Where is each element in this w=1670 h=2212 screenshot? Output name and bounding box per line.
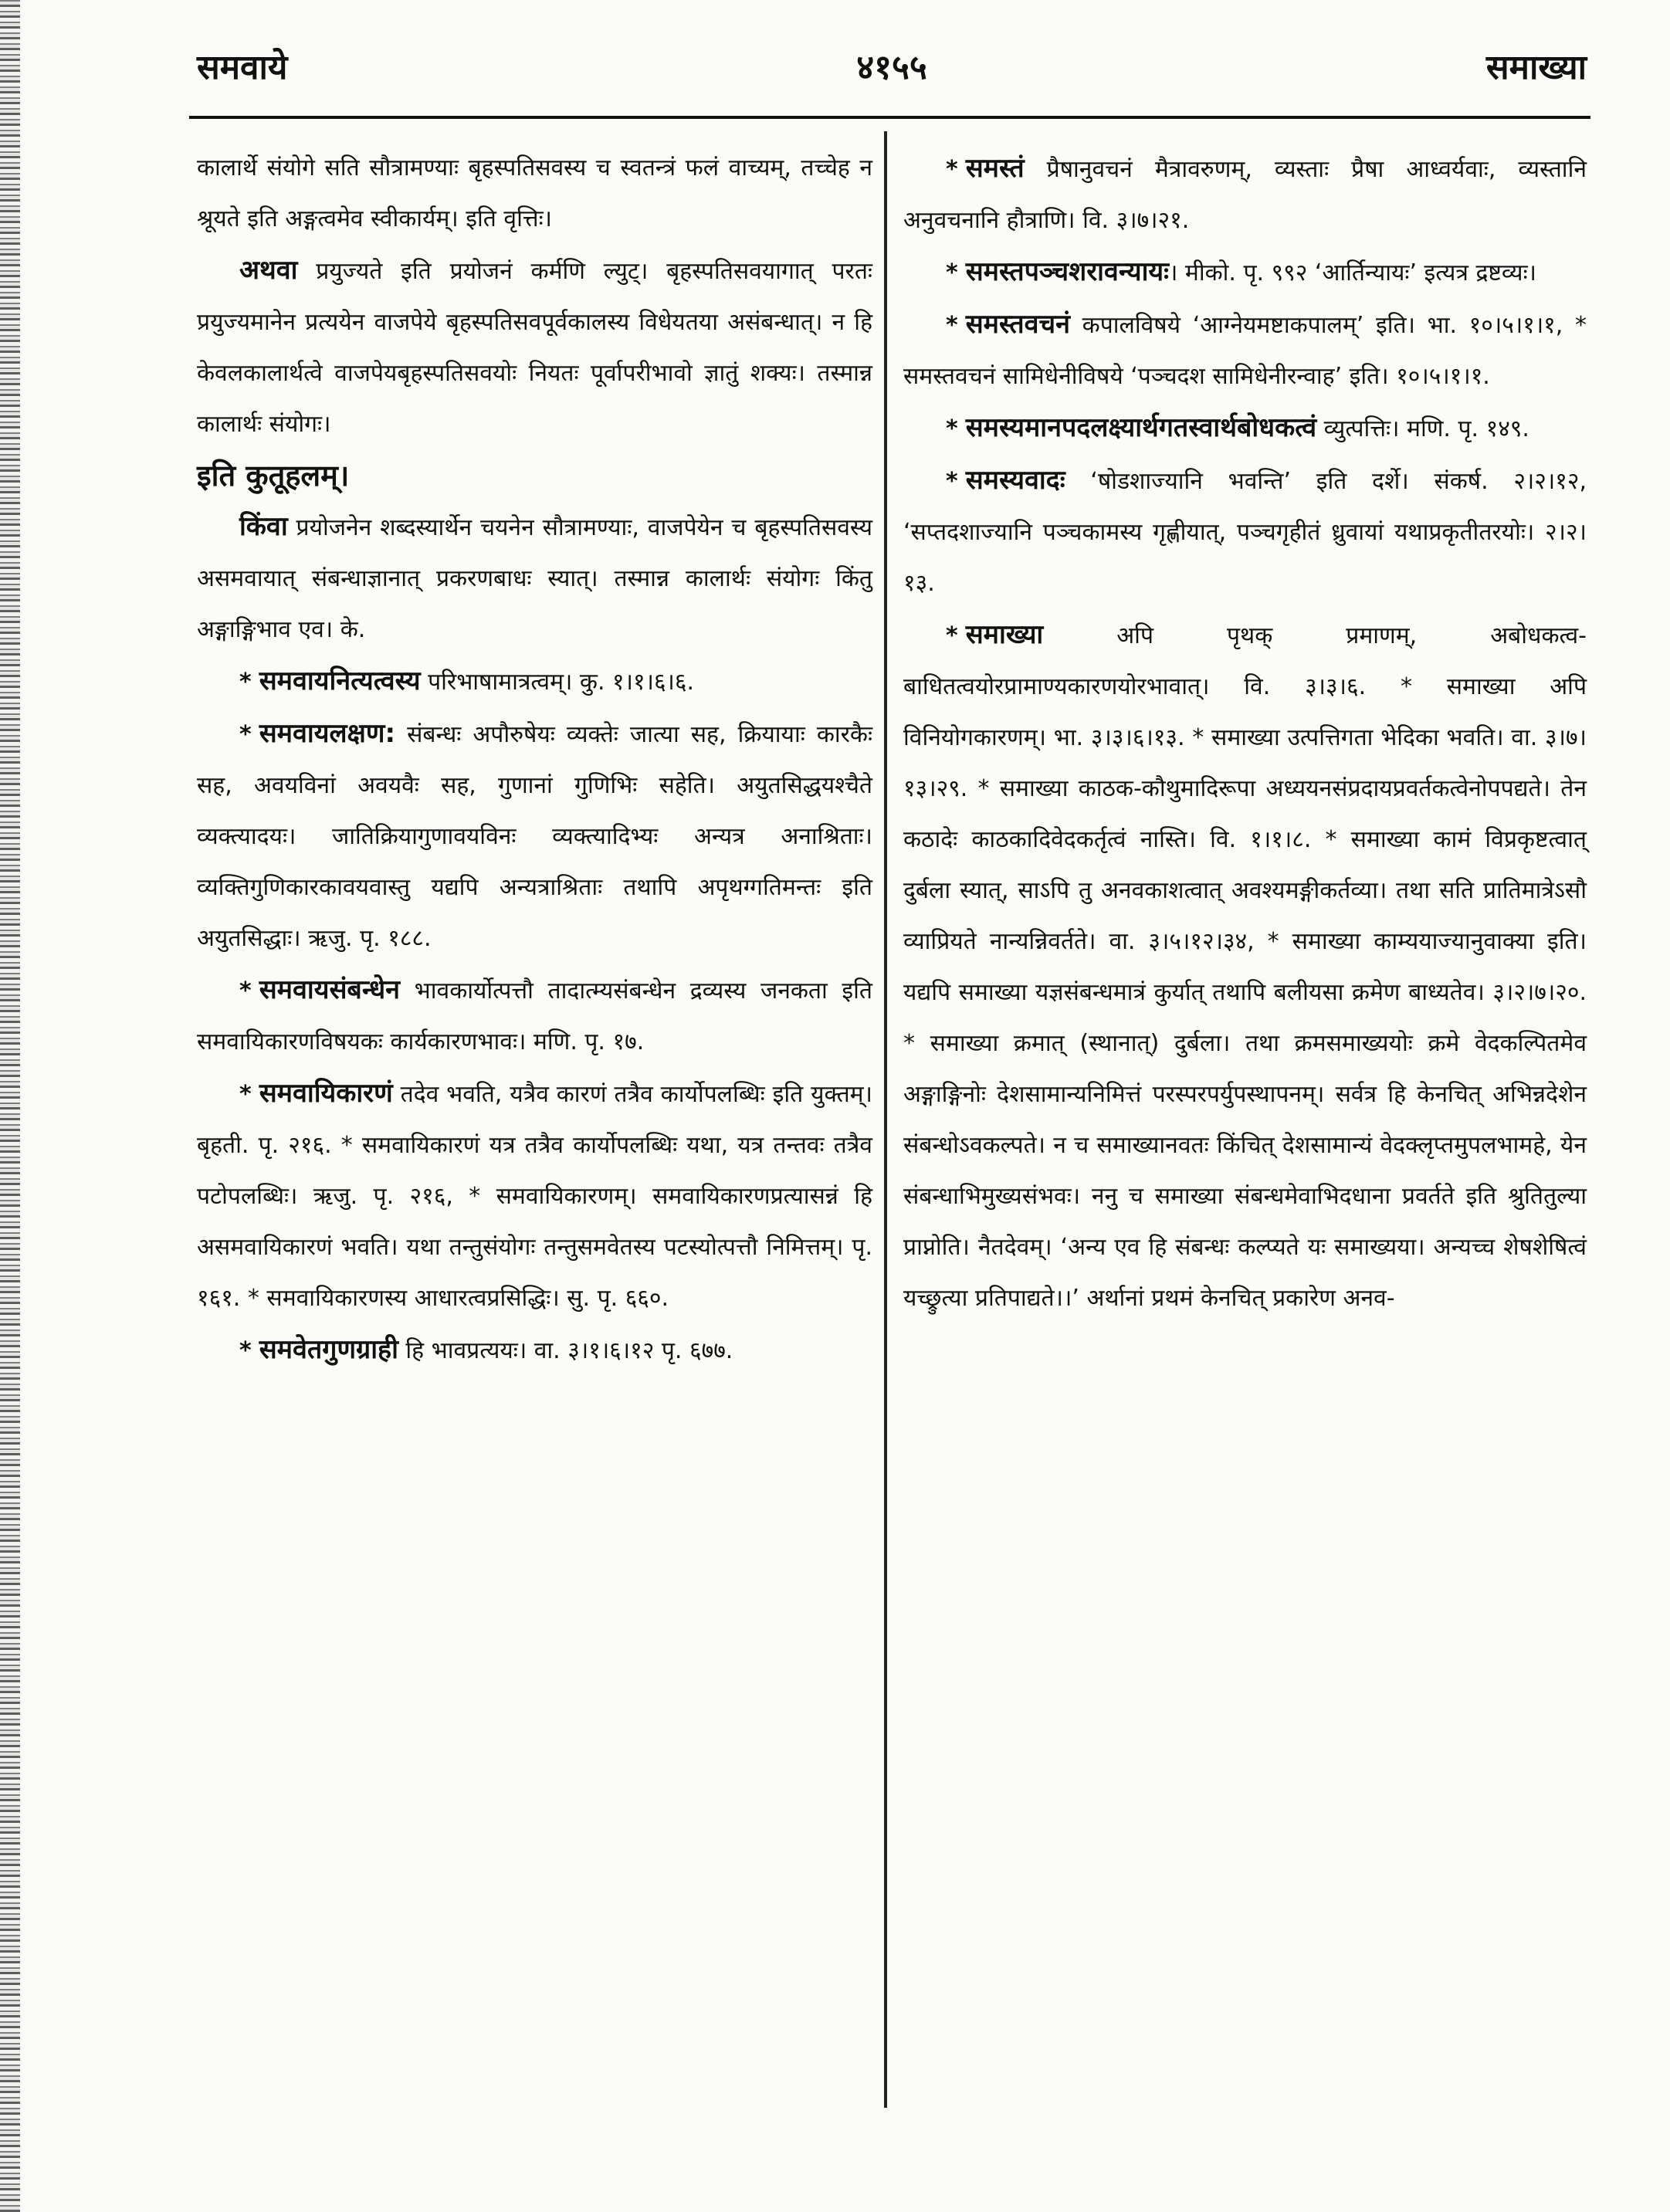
column-divider	[884, 131, 887, 2108]
entry-paragraph: * समस्तं प्रैषानुवचनं मैत्रावरुणम्, व्यस्ताः प्रैषा आध्वर्यवाः, व्यस्तानि अनुवचनानि हौत्राणि। वि. ३।७।२१.	[903, 153, 1587, 234]
entry-headword: समस्तं	[965, 153, 1025, 184]
left-column	[197, 143, 872, 1377]
star-icon: *	[239, 721, 252, 748]
header-rule	[189, 116, 1590, 119]
entry-paragraph: कालार्थे संयोगे सति सौत्रामण्याः बृहस्पतिसवस्य च स्वतन्त्रं फलं वाच्यम्, तच्चेह न श्रूयते इति अङ्गत्वमेव स्वीकार्यम्। इति वृत्तिः।	[197, 154, 872, 232]
header-right-keyword: समाख्या	[1485, 48, 1587, 87]
star-icon: *	[946, 259, 958, 286]
entry-paragraph: अथवा प्रयुज्यते इति प्रयोजनं कर्मणि ल्युट्। बृहस्पतिसवयागात् परतः प्रयुज्यमानेन प्रत्ययेन वाजपेये बृहस्पतिसवपूर्वकालस्य विधेयतया असंबन्धात्। न हि केवलकालार्थत्वे वाजपेयबृहस्पतिसवयोः नियतः पूर्वापरीभावो ज्ञातुं शक्यः। तस्मान्न कालार्थः संयोगः।	[197, 255, 872, 438]
header-left-keyword: समवाये	[197, 48, 288, 87]
entry-paragraph: * समस्यमानपदलक्ष्यार्थगतस्वार्थबोधकत्वं व्युत्पत्तिः। मणि. पृ. १४९.	[946, 412, 1529, 443]
star-icon: *	[239, 977, 252, 1004]
entry-paragraph: * समस्यवादः ‘षोडशाज्यानि भवन्ति’ इति दर्शे। संकर्ष. २।२।१२, ‘सप्तदशाज्यानि पञ्चकामस्य गृह्णीयात्, पञ्चगृहीतं ध्रुवायां यथाप्रकृतीतरयोः। २।२।१३.	[903, 465, 1587, 597]
star-icon: *	[946, 312, 958, 339]
entry-paragraph: * समवायलक्षण: संबन्धः अपौरुषेयः व्यक्तेः जात्या सह, क्रियायाः कारकैः सह, अवयविनां अवयवैः सह, गुणानां गुणिभिः सहेति। अयुतसिद्धयश्चैते व्यक्त्यादयः। जातिक्रियागुणावयविनः व्यक्त्यादिभ्यः अन्यत्र अनाश्रिताः। व्यक्तिगुणिकारकावयवास्तु यद्यपि अन्यत्राश्रिताः तथापि अपृथग्गतिमन्तः इति अयुतसिद्धाः। ऋजु. पृ. १८८.	[197, 718, 872, 952]
entry-headword: समाख्या	[965, 619, 1044, 650]
star-icon: *	[946, 415, 958, 442]
entry-paragraph: इति कुतूहलम्।	[197, 459, 350, 493]
entry-paragraph: * समवायिकारणं तदेव भवति, यत्रैव कारणं तत्रैव कार्योपलब्धिः इति युक्तम्। बृहती. पृ. २१६. * समवायिकारणं यत्र तत्रैव कार्योपलब्धिः यथा, यत्र तन्तवः तत्रैव पटोपलब्धिः। ऋजु. पृ. २१६, * समवायिकारणम्। समवायिकारणप्रत्यासन्नं हि असमवायिकारणं भवति। यथा तन्तुसंयोगः तन्तुसमवेतस्य पटस्योत्पत्तौ निमित्तम्। पृ. १६१. * समवायिकारणस्य आधारत्वप्रसिद्धिः। सु. पृ. ६६०.	[197, 1078, 872, 1312]
page-number: ४१५५	[856, 48, 927, 87]
entry-paragraph: * समस्तपञ्चशरावन्यायः। मीको. पृ. ९९२ ‘आर्तिन्यायः’ इत्यत्र द्रष्टव्यः।	[946, 256, 1536, 287]
entry-headword: समस्यवादः	[965, 465, 1065, 496]
entry-headword: समस्तवचनं	[965, 309, 1070, 340]
entry-headword: समवायनित्यत्वस्य	[259, 666, 421, 696]
entry-headword: किंवा	[239, 511, 288, 542]
entry-headword: समवायसंबन्धेन	[259, 974, 401, 1005]
page-header	[197, 42, 1587, 104]
entry-paragraph: * समवायनित्यत्वस्य परिभाषामात्रत्वम्। कु. १।१।६।६.	[239, 666, 695, 696]
entry-headword: समवायलक्षण:	[259, 718, 396, 749]
entry-headword: समस्यमानपदलक्ष्यार्थगतस्वार्थबोधकत्वं	[965, 412, 1317, 443]
entry-headword: समस्तपञ्चशरावन्यायः	[965, 256, 1169, 287]
star-icon: *	[946, 468, 958, 495]
entry-paragraph: * समवायसंबन्धेन भावकार्योत्पत्तौ तादात्म्यसंबन्धेन द्रव्यस्य जनकता इति समवायिकारणविषयकः कार्यकारणभावः। मणि. पृ. १७.	[197, 974, 872, 1055]
star-icon: *	[239, 1081, 252, 1108]
entry-headword: समवेतगुणग्राही	[259, 1334, 398, 1365]
star-icon: *	[239, 669, 252, 696]
entry-paragraph: किंवा प्रयोजनेन शब्दस्यार्थेन चयनेन सौत्रामण्याः, वाजपेयेन च बृहस्पतिसवस्य असमवायात् संबन्धाज्ञानात् प्रकरणबाधः स्यात्। तस्मान्न कालार्थः संयोगः किंतु अङ्गाङ्गिभाव एव। के.	[197, 511, 872, 643]
entry-headword: अथवा	[239, 255, 298, 286]
entry-paragraph: * समाख्या अपि पृथक् प्रमाणम्, अबोधकत्व-बाधितत्वयोरप्रामाण्यकारणयोरभावात्। वि. ३।३।६. * समाख्या अपि विनियोगकारणम्। भा. ३।३।६।१३. * समाख्या उत्पत्तिगता भेदिका भवति। वा. ३।७।१३।२९. * समाख्या काठक-कौथुमादिरूपा अध्ययनसंप्रदायप्रवर्तकत्वेनोपपद्यते। तेन कठादेः काठकादिवेदकर्तृत्वं नास्ति। वि. १।१।८. * समाख्या कामं विप्रकृष्टत्वात् दुर्बला स्यात्, साऽपि तु अनवकाशत्वात् अवश्यमङ्गीकर्तव्या। तथा सति प्रातिमात्रेऽसौ व्याप्रियते नान्यन्निवर्तते। वा. ३।५।१२।३४, * समाख्या काम्ययाज्यानुवाक्या इति। यद्यपि समाख्या यज्ञसंबन्धमात्रं कुर्यात् तथापि बलीयसा क्रमेण बाध्यतेव। ३।२।७।२०. * समाख्या क्रमात् (स्थानात्) दुर्बला। तथा क्रमसमाख्ययोः क्रमे वेदकल्पितमेव अङ्गाङ्गिनोः देशसामान्यनिमित्तं परस्परपर्युपस्थापनम्। सर्वत्र हि केनचित् अभिन्नदेशेन संबन्धोऽवकल्पते। न च समाख्यानवतः किंचित् देशसामान्यं वेदक्लृप्तमुपलभामहे, येन संबन्धाभिमुख्यसंभवः। ननु च समाख्या संबन्धमेवाभिदधाना प्रवर्तते इति श्रुतितुल्या प्राप्नोति। नैतदेवम्। ‘अन्य एव हि संबन्धः कल्प्यते यः समाख्यया। अन्यच्च शेषशेषित्वं यच्छ्रुत्या प्रतिपाद्यते।।’ अर्थानां प्रथमं केनचित् प्रकारेण अनव-	[903, 619, 1587, 1312]
star-icon: *	[239, 1337, 252, 1364]
entry-headword: समवायिकारणं	[259, 1078, 393, 1109]
star-icon: *	[946, 156, 958, 183]
entry-paragraph: * समवेतगुणग्राही हि भावप्रत्ययः। वा. ३।१।६।१२ पृ. ६७७.	[239, 1334, 733, 1365]
book-binding-edge	[0, 0, 20, 2212]
star-icon: *	[946, 622, 958, 649]
entry-paragraph: * समस्तवचनं कपालविषये ‘आग्नेयमष्टाकपालम्’ इति। भा. १०।५।१।१, * समस्तवचनं सामिधेनीविषये ‘पञ्चदश सामिधेनीरन्वाह’ इति। १०।५।१।१.	[903, 309, 1587, 390]
right-column	[903, 143, 1587, 1324]
